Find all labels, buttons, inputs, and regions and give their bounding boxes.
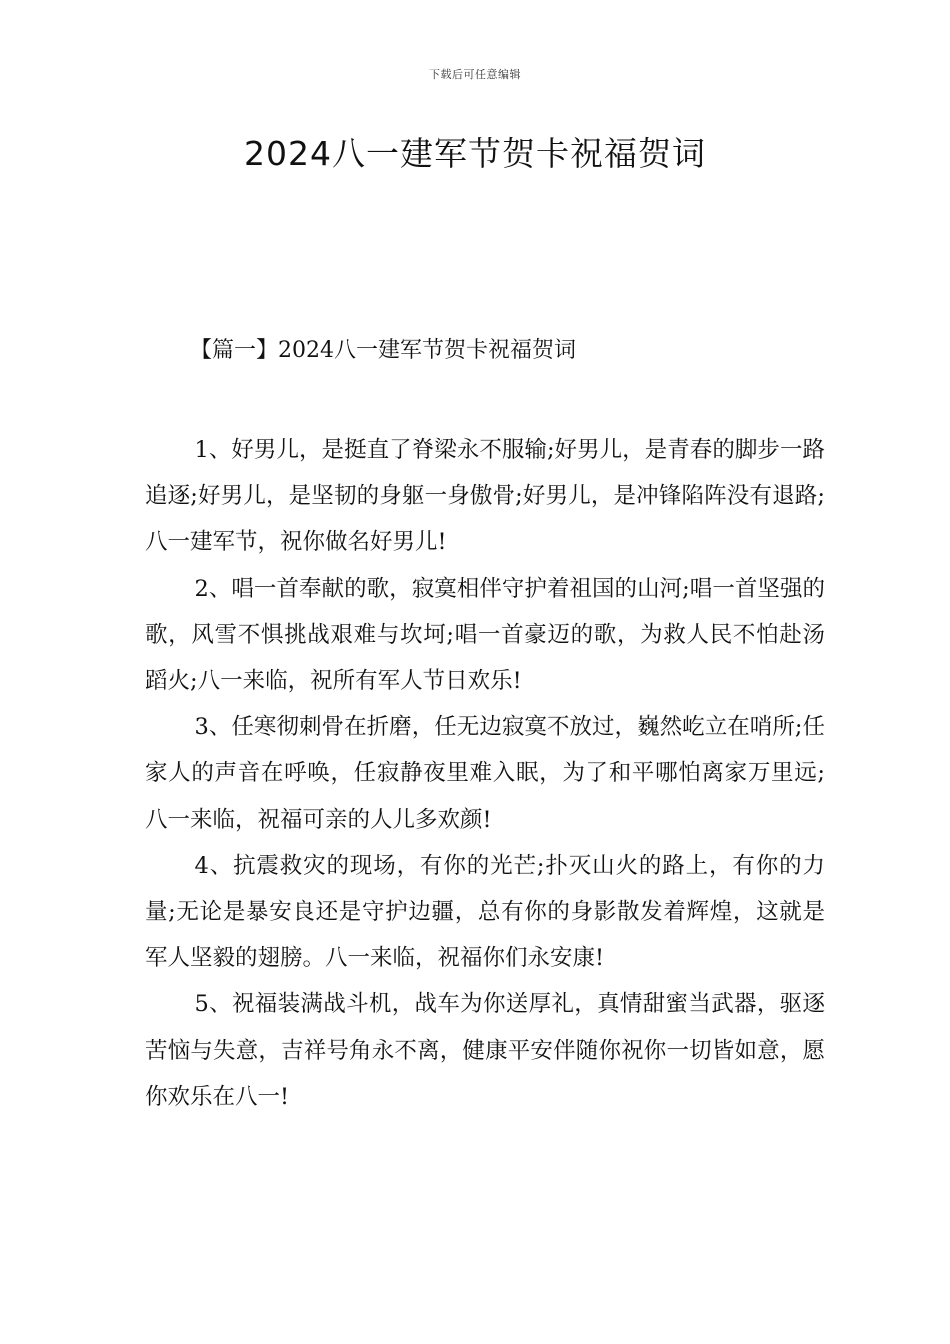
paragraph-1: 1、好男儿，是挺直了脊梁永不服输;好男儿，是青春的脚步一路追逐;好男儿，是坚韧的身躯一身傲骨;好男儿，是冲锋陷阵没有退路;八一建军节，祝你做名好男儿! <box>145 437 825 556</box>
body-text <box>145 427 825 1120</box>
section-heading: 【篇一】2024八一建军节贺卡祝福贺词 <box>190 338 576 363</box>
paragraph-4: 4、抗震救灾的现场，有你的光芒;扑灭山火的路上，有你的力量;无论是暴安良还是守护边疆，总有你的身影散发着辉煌，这就是军人坚毅的翅膀。八一来临，祝福你们永安康! <box>145 852 825 972</box>
header-note: 下载后可任意编辑 <box>429 68 521 81</box>
paragraph-5: 5、祝福装满战斗机，战车为你送厚礼，真情甜蜜当武器，驱逐苦恼与失意，吉祥号角永不离，健康平安伴随你祝你一切皆如意，愿你欢乐在八一! <box>145 991 825 1110</box>
document-title: 2024八一建军节贺卡祝福贺词 <box>244 134 706 173</box>
paragraph-2: 2、唱一首奉献的歌，寂寞相伴守护着祖国的山河;唱一首坚强的歌，风雪不惧挑战艰难与坎坷;唱一首豪迈的歌，为救人民不怕赴汤蹈火;八一来临，祝所有军人节日欢乐! <box>145 575 825 695</box>
paragraph-3: 3、任寒彻刺骨在折磨，任无边寂寞不放过，巍然屹立在哨所;任家人的声音在呼唤，任寂静夜里难入眠，为了和平哪怕离家万里远;八一来临，祝福可亲的人儿多欢颜! <box>145 714 825 833</box>
